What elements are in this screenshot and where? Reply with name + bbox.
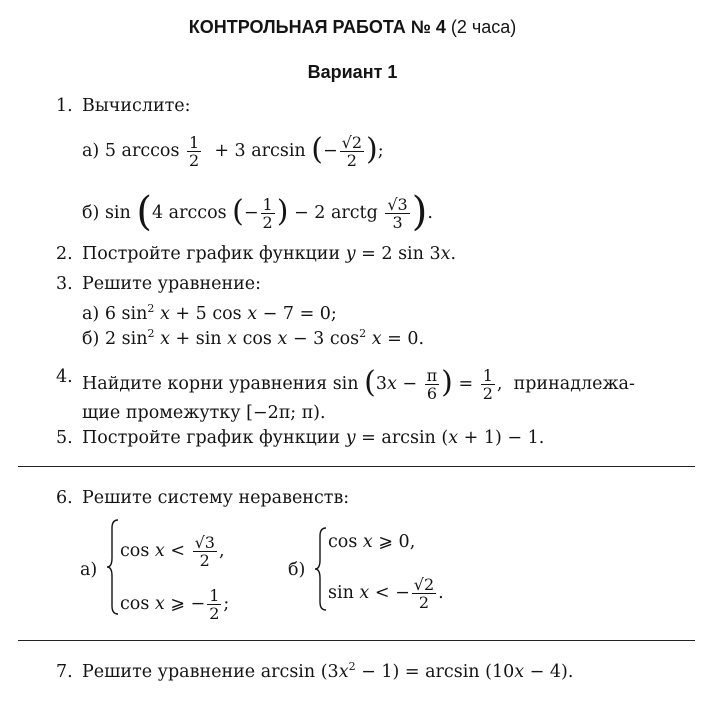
task-4-continuation: щие промежутку [−2π; π). (82, 403, 326, 423)
task-1a-label: а) (82, 141, 100, 161)
task-1-number: 1. (56, 96, 73, 116)
task-1b: б) sin (4 arccos (− $\frac{1}{2}$ ) − 2 arctg $\frac{√3}{3}$ ). (82, 188, 433, 235)
task-3-number: 3. (56, 274, 73, 294)
task-1b-label: б) (82, 203, 100, 223)
task-4-number: 4. (56, 367, 73, 387)
task-7-number: 7. (56, 662, 73, 682)
task-6-prompt: Решите систему неравенств: (82, 488, 350, 508)
fraction: $\frac{\pi}{6}$ (426, 366, 438, 403)
fraction: $\frac{1}{2}$ (482, 366, 493, 403)
task-3a: а) 6 $\sin^2 x + 5$ cos x − 7 = 0; (82, 302, 337, 324)
task-7-text: Решите уравнение $\arcsin (3x^2 - 1) = \arcsin (10x - 4)$. (82, 660, 574, 682)
fraction: $\frac{1}{2}$ (262, 195, 273, 232)
task-3b-label: б) (82, 329, 100, 349)
fraction: $\frac{1}{2}$ (189, 133, 200, 170)
task-3-prompt: Решите уравнение: (82, 274, 262, 294)
title: КОНТРОЛЬНАЯ РАБОТА № 4 (188, 17, 446, 37)
task-6a-line1: cos x < $\frac{√3}{2}$ , (120, 533, 225, 570)
variant-heading: Вариант 1 (307, 62, 398, 82)
task-6b-line1: cos x ⩾ 0, (328, 532, 416, 552)
fraction: $\frac{√2}{2}$ (413, 575, 435, 612)
task-5-number: 5. (56, 428, 73, 448)
task-6b-label: б) (288, 560, 306, 580)
fraction: $\frac{√2}{2}$ (341, 133, 363, 170)
fraction: $\frac{1}{2}$ (209, 586, 220, 623)
task-1-prompt: Вычислите: (82, 96, 191, 116)
brace-left (314, 526, 328, 612)
task-5-text: Постройте график функции y = arcsin (x + 1) − 1. (82, 428, 545, 448)
task-1a: а) 5 arccos $\frac{1}{2}$ + 3 arcsin (− $\frac{√2}{2}$ ); (82, 131, 384, 170)
task-4-text: Найдите корни уравнения sin (3x − $\frac{\pi}{6}$ ) = $\frac{1}{2}$ , принадлежа- (82, 364, 635, 403)
fraction: $\frac{√3}{3}$ (387, 195, 408, 232)
task-6b-line2: sin x < − $\frac{√2}{2}$ . (328, 575, 444, 612)
fraction: $\frac{√3}{2}$ (194, 533, 215, 570)
task-6a-line2: cos x ⩾ − $\frac{1}{2}$ ; (120, 586, 230, 623)
task-3b: б) 2 $\sin^2 x + \sin x$ cos x − 3 $\cos^2 x = 0$. (82, 327, 425, 349)
task-2-text: Постройте график функции y = 2 sin 3x. (82, 244, 457, 264)
duration: (2 часа) (450, 17, 517, 37)
task-6-number: 6. (56, 488, 73, 508)
task-2-number: 2. (56, 244, 73, 264)
brace-left (106, 518, 120, 616)
divider (18, 466, 695, 467)
task-3a-label: а) (82, 304, 100, 324)
task-6a-label: а) (80, 560, 98, 580)
page-title (0, 16, 705, 38)
divider (18, 640, 695, 641)
